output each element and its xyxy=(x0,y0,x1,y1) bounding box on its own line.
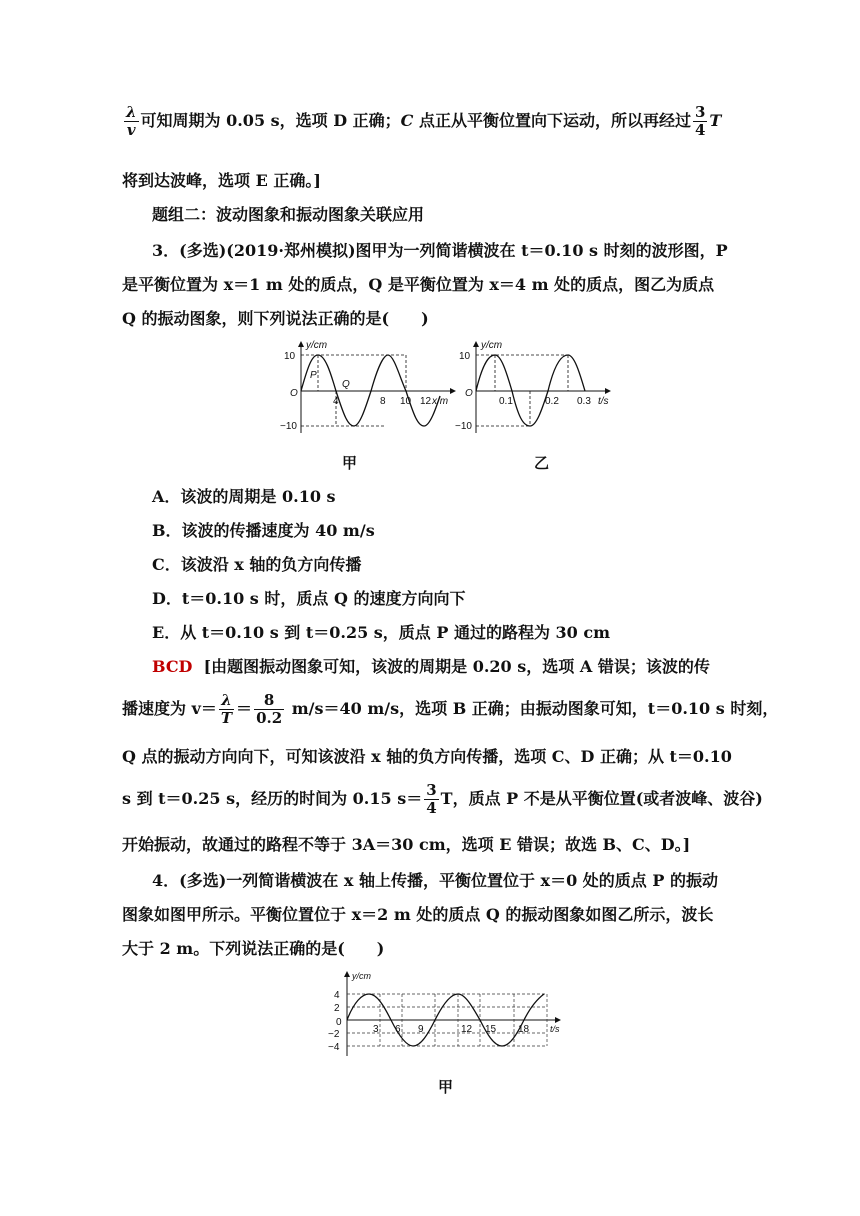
svg-text:0.1: 0.1 xyxy=(499,396,513,407)
option-a: A．该波的周期是 0.10 s xyxy=(152,487,336,506)
continuation-line-1: $\frac{\lambda}{v}$ 可知周期为 0.05 s，选项 D 正确；C 点正从平衡位置向下运动，所以再经过 $\frac{3}{4}$ T xyxy=(126,103,722,139)
svg-text:12: 12 xyxy=(420,396,432,407)
figure-caption-q4-jia: 甲 xyxy=(438,1078,454,1096)
fraction-lambda-over-T: $\frac{\lambda}{T}$ xyxy=(220,691,233,727)
svg-text:−4: −4 xyxy=(328,1042,340,1053)
option-b: B．该波的传播速度为 40 m/s xyxy=(152,521,375,540)
svg-text:t/s: t/s xyxy=(598,396,609,407)
q3-line-3: Q 的振动图象，则下列说法正确的是( ) xyxy=(122,309,429,328)
svg-text:9: 9 xyxy=(418,1024,424,1035)
answer-key: BCD xyxy=(152,657,193,676)
q3-line-1: 3．(多选)(2019·郑州模拟)图甲为一列简谐横波在 t＝0.10 s 时刻的波形图，P xyxy=(152,241,728,260)
answer-line-2: 播速度为 v＝ $\frac{\lambda}{T}$ ＝ $\frac{8}{0.2}$ m/s＝40 m/s，选项 B 正确；由振动图象可知，t＝0.10 s 时刻， xyxy=(122,691,779,727)
vibration-graph-q4-jia xyxy=(322,968,572,1060)
option-d: D．t＝0.10 s 时，质点 Q 的速度方向向下 xyxy=(152,589,466,608)
q4-line-3: 大于 2 m。下列说法正确的是( ) xyxy=(122,939,385,958)
svg-text:0.3: 0.3 xyxy=(577,396,591,407)
svg-text:2: 2 xyxy=(334,1003,340,1014)
svg-text:Q: Q xyxy=(342,379,350,390)
svg-text:8: 8 xyxy=(380,396,386,407)
svg-text:x/m: x/m xyxy=(432,396,449,407)
svg-text:0: 0 xyxy=(336,1017,342,1028)
svg-text:P: P xyxy=(310,370,317,381)
svg-text:y/cm: y/cm xyxy=(481,340,503,351)
section-title: 题组二：波动图象和振动图象关联应用 xyxy=(152,205,425,224)
svg-text:10: 10 xyxy=(400,396,412,407)
fraction-8-over-0.2: $\frac{8}{0.2}$ xyxy=(256,691,283,727)
svg-text:O: O xyxy=(465,388,473,399)
svg-text:y/cm: y/cm xyxy=(306,340,328,351)
answer-line-3: Q 点的振动方向向下，可知该波沿 x 轴的负方向传播，选项 C、D 正确；从 t＝0.10 xyxy=(122,747,732,766)
fraction-lambda-over-v: $\frac{\lambda}{v}$ xyxy=(126,103,137,139)
wave-graph-jia xyxy=(280,338,460,438)
svg-text:4: 4 xyxy=(334,990,340,1001)
svg-text:−10: −10 xyxy=(280,421,297,432)
svg-text:10: 10 xyxy=(284,351,296,362)
vibration-graph-yi xyxy=(455,338,625,438)
svg-text:−10: −10 xyxy=(455,421,472,432)
answer-line-1: BCD [由题图振动图象可知，该波的周期是 0.20 s，选项 A 错误；该波的传 xyxy=(152,657,710,676)
svg-text:18: 18 xyxy=(518,1024,530,1035)
svg-text:4: 4 xyxy=(333,396,339,407)
option-c: C．该波沿 x 轴的负方向传播 xyxy=(152,555,362,574)
svg-text:y/cm: y/cm xyxy=(352,971,371,981)
figure-caption-yi: 乙 xyxy=(534,454,550,472)
svg-text:t/s: t/s xyxy=(550,1024,560,1034)
fraction-three-quarters: $\frac{3}{4}$ xyxy=(694,103,706,139)
svg-text:15: 15 xyxy=(485,1024,497,1035)
q4-line-1: 4．(多选)一列简谐横波在 x 轴上传播，平衡位置位于 x＝0 处的质点 P 的振动 xyxy=(152,871,718,890)
figure-caption-jia: 甲 xyxy=(342,454,358,472)
answer-line-5: 开始振动，故通过的路程不等于 3A＝30 cm，选项 E 错误；故选 B、C、D。] xyxy=(122,835,691,854)
svg-text:−2: −2 xyxy=(328,1029,340,1040)
svg-text:O: O xyxy=(290,388,298,399)
svg-text:0.2: 0.2 xyxy=(545,396,559,407)
fraction-3-over-4: $\frac{3}{4}$ xyxy=(426,781,437,817)
continuation-line-2: 将到达波峰，选项 E 正确。] xyxy=(122,171,321,190)
svg-text:6: 6 xyxy=(395,1024,401,1035)
q3-line-2: 是平衡位置为 x＝1 m 处的质点，Q 是平衡位置为 x＝4 m 处的质点，图乙为质点 xyxy=(122,275,715,294)
answer-line-4: s 到 t＝0.25 s，经历的时间为 0.15 s＝ $\frac{3}{4}$ T，质点 P 不是从平衡位置(或者波峰、波谷) xyxy=(122,781,763,817)
option-e: E．从 t＝0.10 s 到 t＝0.25 s，质点 P 通过的路程为 30 cm xyxy=(152,623,611,642)
svg-text:10: 10 xyxy=(459,351,471,362)
q4-line-2: 图象如图甲所示。平衡位置位于 x＝2 m 处的质点 Q 的振动图象如图乙所示，波长 xyxy=(122,905,714,924)
svg-text:12: 12 xyxy=(461,1024,473,1035)
svg-text:3: 3 xyxy=(373,1024,379,1035)
